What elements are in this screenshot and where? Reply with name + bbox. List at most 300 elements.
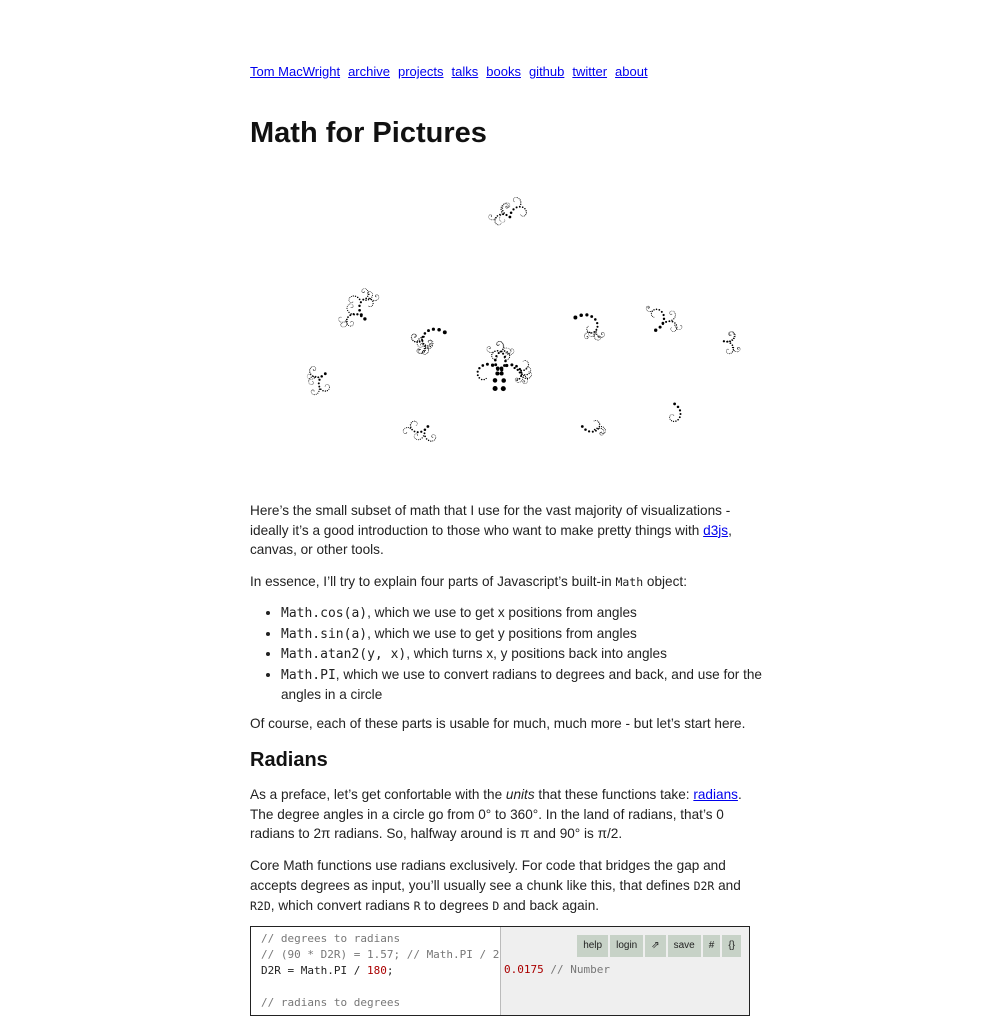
nav-twitter-link[interactable]: twitter [572, 64, 608, 79]
spiral-dot [368, 298, 370, 300]
spiral-dot [603, 434, 604, 435]
spiral-dot [726, 352, 727, 353]
spiral-dot [307, 376, 308, 377]
spiral-dot [430, 348, 431, 349]
spiral-dot [348, 312, 350, 314]
spiral-dot [352, 302, 353, 303]
spiral-dot [403, 429, 404, 430]
spiral-dot [487, 349, 488, 350]
output-pane [501, 927, 749, 1015]
spiral-dot [308, 380, 309, 381]
spiral-dot [367, 296, 368, 297]
spiral-dot [734, 350, 735, 351]
spiral-dot [310, 384, 311, 385]
spiral-dot [676, 324, 677, 325]
spiral-dot [427, 425, 430, 428]
spiral-dot [308, 381, 309, 382]
spiral-dot [431, 436, 432, 437]
spiral-dot [417, 349, 418, 350]
spiral-dot [315, 370, 316, 371]
spiral-dot [679, 416, 681, 418]
spiral-dot [348, 300, 349, 301]
nav-archive-link[interactable]: archive [348, 64, 390, 79]
spiral-dot [489, 215, 490, 216]
spiral-dot [359, 299, 361, 301]
spiral-dot [504, 356, 505, 357]
spiral-dot [601, 426, 602, 427]
spiral-dot [414, 421, 415, 422]
spiral-dot [737, 351, 738, 352]
spiral-dot [508, 359, 509, 360]
spiral-dot [360, 313, 363, 316]
spiral-dot [723, 340, 725, 342]
spiral-dot [522, 379, 523, 380]
spiral-dot [681, 328, 682, 329]
spiral-dot [491, 364, 494, 367]
spiral-dot [415, 434, 416, 435]
spiral-dot [346, 319, 348, 321]
spiral-dot [500, 371, 504, 375]
spiral-dot [584, 428, 587, 431]
spiral-dot [595, 430, 597, 432]
spiral-dot [504, 357, 505, 358]
spiral-dot [370, 291, 371, 292]
spiral-dot [311, 391, 312, 392]
spiral-dot [353, 295, 354, 296]
spiral-dot [514, 201, 515, 202]
spiral-dot [314, 370, 315, 371]
spiral-dot [313, 366, 314, 367]
spiral-dot [594, 420, 595, 421]
spiral-dot [524, 383, 525, 384]
spiral-dot [515, 365, 518, 368]
spiral-dot [328, 389, 329, 390]
radians-link[interactable]: radians [693, 787, 738, 802]
spiral-dot [427, 345, 428, 346]
code-line: // radians to degrees [261, 996, 401, 1009]
spiral-dot [325, 385, 326, 386]
spiral-dot [592, 336, 593, 337]
spiral-dot [509, 207, 510, 208]
spiral-dot [340, 324, 341, 325]
spiral-dot [527, 361, 528, 362]
spiral-dot [356, 313, 358, 315]
spiral-dot [530, 368, 531, 369]
spiral-dot [497, 224, 498, 225]
spiral-dot [412, 334, 413, 335]
spiral-dot [648, 306, 649, 307]
spiral-dot [596, 334, 597, 335]
spiral-dot [308, 378, 309, 379]
spiral-dot [491, 352, 492, 353]
spiral-dot [324, 372, 327, 375]
spiral-dot [487, 350, 488, 351]
code-line [251, 979, 500, 995]
spiral-dot [726, 351, 727, 352]
spiral-dot [588, 326, 589, 327]
spiral-dot [433, 434, 434, 435]
spiral-dot [430, 440, 431, 441]
spiral-dot [675, 330, 676, 331]
spiral-dot [338, 319, 339, 320]
spiral-dot [313, 370, 314, 371]
spiral-dot [311, 367, 312, 368]
spiral-dot [494, 359, 497, 362]
spiral-dot [740, 349, 741, 350]
nav-books-link[interactable]: books [486, 64, 521, 79]
spiral-dot [601, 432, 602, 433]
spiral-dot [525, 376, 526, 377]
spiral-dot [501, 350, 503, 352]
spiral-dot [496, 223, 497, 224]
spiral-dot [669, 313, 670, 314]
spiral-dot [349, 297, 350, 298]
spiral-dot [510, 353, 511, 354]
spiral-dot [313, 394, 314, 395]
spiral-dot [529, 377, 530, 378]
spiral-dot [508, 348, 509, 349]
spiral-dot [502, 343, 503, 344]
spiral-dot [423, 345, 424, 346]
spiral-dot [525, 210, 526, 211]
spiral-dot [488, 346, 489, 347]
spiral-dot [311, 377, 312, 378]
spiral-dot [352, 307, 353, 308]
nav-about-link[interactable]: about [615, 64, 648, 79]
spiral-dot [417, 350, 418, 351]
spiral-dot [373, 303, 374, 304]
spiral-dot [478, 367, 480, 369]
spiral-dot [677, 329, 678, 330]
spiral-dot [417, 434, 418, 435]
spiral-dot [530, 372, 531, 373]
spiral-dot [520, 381, 521, 382]
spiral-dot [673, 415, 674, 416]
spiral-dot [422, 336, 424, 338]
spiral-dot [504, 219, 505, 220]
spiral-dot [422, 353, 423, 354]
spiral-dot [732, 351, 733, 352]
spiral-dot [427, 329, 430, 332]
spiral-dot [506, 202, 507, 203]
spiral-dot [649, 311, 650, 312]
spiral-dot [341, 317, 342, 318]
spiral-dot [493, 378, 498, 383]
help-button[interactable]: help [577, 935, 608, 957]
spiral-dot [342, 323, 343, 324]
spiral-dot [733, 338, 734, 339]
spiral-dot [506, 203, 507, 204]
spiral-dot [346, 308, 347, 309]
spiral-dot [585, 313, 588, 316]
spiral-dot [502, 210, 504, 212]
spiral-dot [350, 326, 351, 327]
spiral-dot [600, 336, 601, 337]
spiral-dot [527, 379, 528, 380]
spiral-dot [432, 435, 433, 436]
spiral-dot [327, 390, 328, 391]
spiral-dot [603, 336, 604, 337]
spiral-dot [353, 306, 354, 307]
spiral-dot [496, 366, 500, 370]
spiral-dot [349, 301, 350, 302]
spiral-dot [651, 315, 652, 316]
spiral-dot [372, 293, 373, 294]
spiral-dot [511, 354, 512, 355]
spiral-dot [339, 317, 340, 318]
spiral-dot [584, 337, 585, 338]
spiral-dot [357, 297, 359, 299]
spiral-dot [573, 316, 577, 320]
code-input-pane[interactable] [251, 927, 501, 1015]
spiral-dot [523, 361, 524, 362]
spiral-dot [733, 349, 734, 350]
spiral-dot [315, 369, 316, 370]
spiral-dot [531, 375, 532, 376]
spiral-dot [646, 310, 647, 311]
spiral-dot [603, 332, 604, 333]
spiral-dot [313, 381, 314, 382]
spiral-dot [411, 429, 413, 431]
spiral-dot [361, 291, 362, 292]
spiral-dot [509, 206, 510, 207]
spiral-dot [729, 333, 730, 334]
spiral-dot [418, 352, 419, 353]
spiral-dot [506, 347, 507, 348]
spiral-dot [587, 332, 588, 333]
spiral-dot [404, 428, 405, 429]
spiral-dot [425, 348, 426, 349]
spiral-dot [507, 208, 508, 209]
spiral-dot [733, 332, 734, 333]
spiral-dot [502, 353, 504, 355]
spiral-dot [307, 375, 308, 376]
spiral-dot [525, 378, 526, 379]
nav-projects-link[interactable]: projects [397, 64, 444, 79]
spiral-dot [414, 430, 416, 432]
spiral-dot [346, 321, 347, 322]
spiral-dot [477, 374, 479, 376]
spiral-dot [412, 340, 413, 341]
spiral-dot [516, 378, 517, 379]
spiral-dot [680, 329, 681, 330]
spiral-dot [413, 334, 414, 335]
spiral-dot [311, 384, 312, 385]
spiral-dot [729, 353, 730, 354]
spiral-dot [514, 351, 515, 352]
spiral-dot [584, 336, 585, 337]
spiral-dot [674, 312, 675, 313]
spiral-dot [505, 359, 506, 360]
spiral-dot [507, 204, 508, 205]
spiral-dot [497, 345, 498, 346]
spiral-dot [728, 333, 729, 334]
nav-home-link[interactable]: Tom MacWright [250, 64, 341, 79]
save-button[interactable]: save [668, 935, 701, 957]
spiral-dot [727, 349, 728, 350]
spiral-dot [425, 350, 426, 351]
spiral-dot [600, 432, 601, 433]
spiral-dot [496, 343, 497, 344]
spiral-dot [363, 288, 364, 289]
spiral-dot [520, 201, 521, 202]
spiral-dot [512, 353, 513, 354]
list-item: • Math.PI, which we use to convert radians to degrees and back, and use for the angles in a circle [281, 665, 781, 705]
spiral-dot [411, 335, 412, 336]
spiral-dot [510, 211, 513, 214]
spiral-dot [505, 203, 506, 204]
spiral-dot [507, 359, 508, 360]
spiral-dot [670, 312, 671, 313]
spiral-dot [604, 335, 605, 336]
spiral-dot [586, 329, 587, 330]
spiral-dot [365, 299, 367, 301]
spiral-dot [414, 436, 415, 437]
spiral-dot [500, 224, 501, 225]
spiral-dot [362, 289, 363, 290]
spiral-dot [679, 413, 681, 415]
spiral-dot [500, 209, 501, 210]
spiral-dot [502, 348, 503, 349]
spiral-dot [431, 340, 432, 341]
spiral-dot [727, 353, 728, 354]
spiral-dot [315, 368, 316, 369]
spiral-dot [597, 420, 598, 421]
spiral-dot [489, 346, 490, 347]
spiral-dot [729, 335, 730, 336]
spiral-dot [599, 423, 600, 424]
spiral-dot [505, 356, 506, 357]
spiral-illustration [250, 162, 750, 484]
spiral-dot [495, 222, 496, 223]
spiral-dot [430, 343, 431, 344]
spiral-dot [428, 342, 429, 343]
spiral-dot [498, 352, 500, 354]
spiral-dot [348, 325, 349, 326]
spiral-dot [521, 380, 522, 381]
spiral-dot [681, 325, 682, 326]
spiral-dot [417, 351, 418, 352]
spiral-dot [503, 344, 504, 345]
spiral-dot [415, 421, 416, 422]
spiral-dot [671, 420, 672, 421]
spiral-dot [735, 334, 736, 335]
spiral-dot [517, 382, 518, 383]
spiral-dot [317, 376, 319, 378]
spiral-dot [492, 358, 493, 359]
spiral-dot [308, 374, 309, 375]
spiral-dot [368, 306, 369, 307]
essence-paragraph: In essence, I’ll try to explain four parts of Javascript’s built-in Math object: [250, 574, 687, 589]
nav-github-link[interactable]: github [528, 64, 565, 79]
spiral-dot [486, 363, 489, 366]
spiral-dot [653, 309, 654, 310]
hash-button[interactable]: # [703, 935, 721, 957]
spiral-dot [421, 353, 422, 354]
spiral-dot [369, 291, 370, 292]
spiral-dot [417, 344, 418, 345]
spiral-dot [417, 431, 419, 433]
spiral-dot [740, 348, 741, 349]
spiral-dot [731, 335, 732, 336]
d3js-link[interactable]: d3js [703, 522, 729, 538]
spiral-dot [729, 335, 730, 336]
spiral-dot [432, 341, 433, 342]
spiral-dot [680, 325, 681, 326]
spiral-dot [353, 313, 355, 315]
math-code: Math [615, 575, 644, 589]
spiral-dot [417, 352, 418, 353]
spiral-dot [579, 313, 583, 317]
spiral-dot [504, 350, 506, 352]
spiral-dot [364, 291, 365, 292]
spiral-dot [411, 422, 412, 423]
spiral-dot [431, 341, 432, 342]
spiral-dot [523, 382, 524, 383]
spiral-dot [406, 433, 407, 434]
spiral-dot [600, 339, 601, 340]
spiral-dot [503, 204, 504, 205]
spiral-dot [416, 336, 417, 337]
core-paragraph: Core Math functions use radians exclusively. For code that bridges the gap and accepts degrees as input, you’ll usually see a chunk like this, that defines D2R and R2D, which convert radians R to degrees D and back again. [250, 858, 741, 913]
spiral-dot [416, 425, 417, 426]
spiral-dot [521, 215, 522, 216]
spiral-dot [528, 373, 529, 374]
spiral-dot [488, 351, 489, 352]
spiral-dot [519, 206, 521, 208]
spiral-dot [339, 318, 340, 319]
spiral-dot [523, 375, 524, 376]
spiral-dot [353, 323, 354, 324]
spiral-dot [420, 347, 421, 348]
spiral-dot [590, 333, 591, 334]
spiral-dot [596, 326, 598, 328]
spiral-dot [520, 375, 522, 377]
spiral-dot [513, 201, 514, 202]
spiral-dot [481, 364, 484, 367]
spiral-dot [488, 216, 489, 217]
spiral-dot [499, 217, 500, 218]
spiral-dot [360, 301, 362, 303]
spiral-dot [647, 306, 648, 307]
spiral-dot [312, 378, 313, 379]
spiral-dot [513, 198, 514, 199]
braces-button[interactable]: {} [722, 935, 741, 957]
expand-icon[interactable]: ⇗ [645, 935, 665, 957]
spiral-dot [502, 205, 503, 206]
spiral-dot [513, 199, 514, 200]
spiral-dot [677, 406, 680, 409]
spiral-dot [429, 340, 430, 341]
nav-talks-link[interactable]: talks [451, 64, 479, 79]
spiral-dot [312, 384, 313, 385]
spiral-dot [403, 431, 404, 432]
spiral-dot [325, 386, 326, 387]
spiral-dot [591, 336, 592, 337]
spiral-dot [328, 385, 329, 386]
spiral-dot [527, 374, 528, 375]
spiral-dot [587, 330, 588, 331]
spiral-dot [517, 369, 519, 371]
spiral-dot [526, 212, 527, 213]
spiral-dot [598, 422, 599, 423]
spiral-dot [509, 357, 510, 358]
spiral-dot [651, 313, 652, 314]
spiral-dot [344, 321, 345, 322]
login-button[interactable]: login [610, 935, 643, 957]
spiral-dot [426, 353, 427, 354]
spiral-dot [358, 309, 361, 312]
